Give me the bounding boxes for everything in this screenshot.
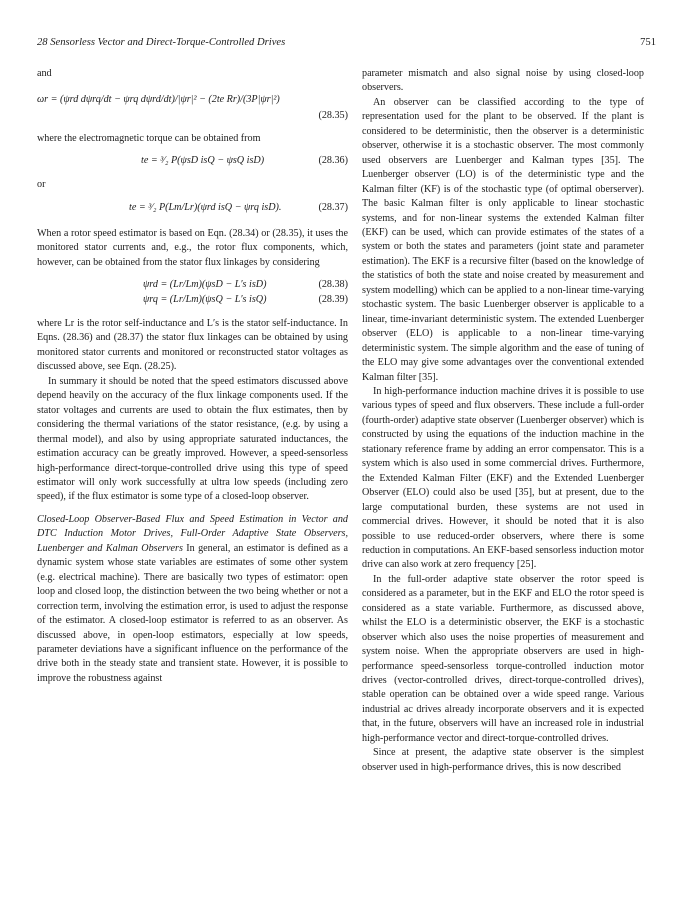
paragraph-body: In general, an estimator is defined as a dynamic system whose state variables are estimates of some other system (e.g. electrical machine). There are basically two types of estimator: open loop and closed loop, the distinction between the two being whether or not a correction term, involving the estimation error, is used to adjust the response of the estimator. A closed-loop estimator is referred to as an observer. As discussed above, in open-loop estimators, especially at low speeds, parameter deviations have a significant influence on the performance of the drive both in the steady state and transient state. However, it is possible to improve the robustness against <box>37 542 348 684</box>
equation-expression: ψrd = (Lr/Lm)(ψsD − L′s isD) <box>143 279 267 291</box>
equation-number: (28.35) <box>318 110 348 122</box>
equation-number: (28.36) <box>318 155 348 167</box>
running-header <box>37 37 656 51</box>
paragraph: Since at present, the adaptive state observer is the simplest observer used in high-performance drives, this is now described <box>362 747 644 773</box>
section-paragraph <box>37 513 348 686</box>
equation-28-35-number-row <box>37 109 348 123</box>
equation-28-37 <box>37 199 348 217</box>
paragraph: When a rotor speed estimator is based on Eqn. (28.34) or (28.35), it uses the monitored stator currents and, e.g., the rotor flux components, which, however, can be obtained from the stator flux linkages by considering <box>37 227 348 268</box>
paragraph: where Lr is the rotor self-inductance and L′s is the stator self-inductance. In Eqns. (28.36) and (28.37) the stator flux linkages can be obtained by using monitored stator currents and monitored or reconstructed stator voltages as discussed above, see Eqn. (28.25). <box>37 318 348 373</box>
paragraph: where the electromagnetic torque can be obtained from <box>37 132 261 144</box>
equation-expression: ψrq = (Lr/Lm)(ψsQ − L′s isQ) <box>143 293 267 305</box>
paragraph: and <box>37 68 52 79</box>
chapter-title: 28 Sensorless Vector and Direct-Torque-Controlled Drives <box>37 37 286 48</box>
equation-number: (28.37) <box>318 201 348 213</box>
equation-28-39 <box>37 293 348 307</box>
page-number: 751 <box>640 37 656 48</box>
paragraph: An observer can be classified according to the type of representation used for the plant to be observed. If the plant is considered to be deterministic, then the observer is a deterministic observer, otherwise it is a stochastic observer. The most commonly used observers are Luenberger and Kalman types [35]. The Luenberger observer (LO) is of the deterministic type and the Kalman filter (KF) is of the stochastic type (of optimal oberserver). The basic Kalman filter is only applicable to linear stochastic systems, and for non-linear systems the extended Kalman filter (EKF) can be used, which can provide estimates of the states of a system or both the states and parameters (joint state and parameter estimation). The EKF is a recursive filter (based on the knowledge of the statistics of both the state and noise created by measurement and system modelling) which can be applied to a non-linear time-varying stochastic system. The basic Luenberger observer is applicable to a linear, time-invariant deterministic system. The extended Luenberger observer (ELO) is applicable to a non-linear time-varying deterministic system. The simple algorithm and the ease of tuning of the ELO may give some advantages over the conventional extended Kalman filter [35]. <box>362 96 644 383</box>
paragraph: In high-performance induction machine drives it is possible to use various types of speed and flux observers. These include a full-order (fourth-order) adaptive state observer (Luenberger observer) which is constructed by using the equations of the induction machine in the stationary reference frame by adding an error compensator. This is a system which is also used in some commercial drives. Furthermore, the Extended Kalman Filter (EKF) and the Extended Luenberger Observer (ELO) could also be used [35], but at present, due to the large computational burden, these systems are not used in commercial drives. However, it should be noted that it is also possible to use reduced-order observers, where there is some reduction in computations. An EKF-based sensorless induction motor drive can also work at zero frequency [25]. <box>362 385 644 571</box>
left-column <box>37 67 348 686</box>
equation-number: (28.39) <box>318 293 348 305</box>
paragraph: In the full-order adaptive state observer the rotor speed is considered as a parameter, but in the EKF and ELO the rotor speed is considered as a state variable. Furthermore, as discussed above, whilst the ELO is a deterministic observer, the EKF is a stochastic observer which also uses the noise properties of measurement and system noise. When the appropriate observers are used in high-performance speed-sensorless torque-controlled induction motor drives (vector-controlled drives, direct-torque-controlled drives), stable operation can be obtained over a wide speed range. Various industrial ac drives already incorporate observers and it is expected that, in the future, observers will have an increased role in industrial high-performance vector and direct-torque-controlled drives. <box>362 573 644 744</box>
paragraph: In summary it should be noted that the speed estimators discussed above depend heavily on the accuracy of the flux linkage components used. If the stator voltages and currents are used to obtain the flux estimates, then by considering the thermal variations of the stator resistance, (e.g. by using a thermal model), and also by using appropriate saturated inductances, the estimation accuracy can be greatly improved. However, a speed-sensorless high-performance direct-torque-controlled drive using this type of speed estimator will only work successfully at ultra low speeds (including zero speed), if the flux estimator is some type of a closed-loop observer. <box>37 375 348 503</box>
equation-28-38 <box>37 278 348 292</box>
run-in-heading: Closed-Loop Observer-Based Flux and Speed Estimation in Vector and DTC Induction Motor Drives, Full-Order Adaptive State Observers, Luenberger and Kalman Observers <box>37 513 348 554</box>
equation-28-35 <box>37 91 348 109</box>
equation-expression: te = ³⁄₂ P(ψsD isQ − ψsQ isD) <box>141 155 265 167</box>
equation-expression: ωr = (ψrd dψrq/dt − ψrq dψrd/dt)/|ψr|² − (2te Rr)/(3P|ψr|²) <box>37 94 280 106</box>
right-column <box>362 67 644 775</box>
equation-28-36 <box>37 152 348 170</box>
paragraph: parameter mismatch and also signal noise by using closed-loop observers. <box>362 68 644 94</box>
paragraph: or <box>37 179 46 191</box>
equation-number: (28.38) <box>318 279 348 291</box>
equation-expression: te = ³⁄₂ P(Lm/Lr)(ψrd isQ − ψrq isD). <box>129 201 282 213</box>
